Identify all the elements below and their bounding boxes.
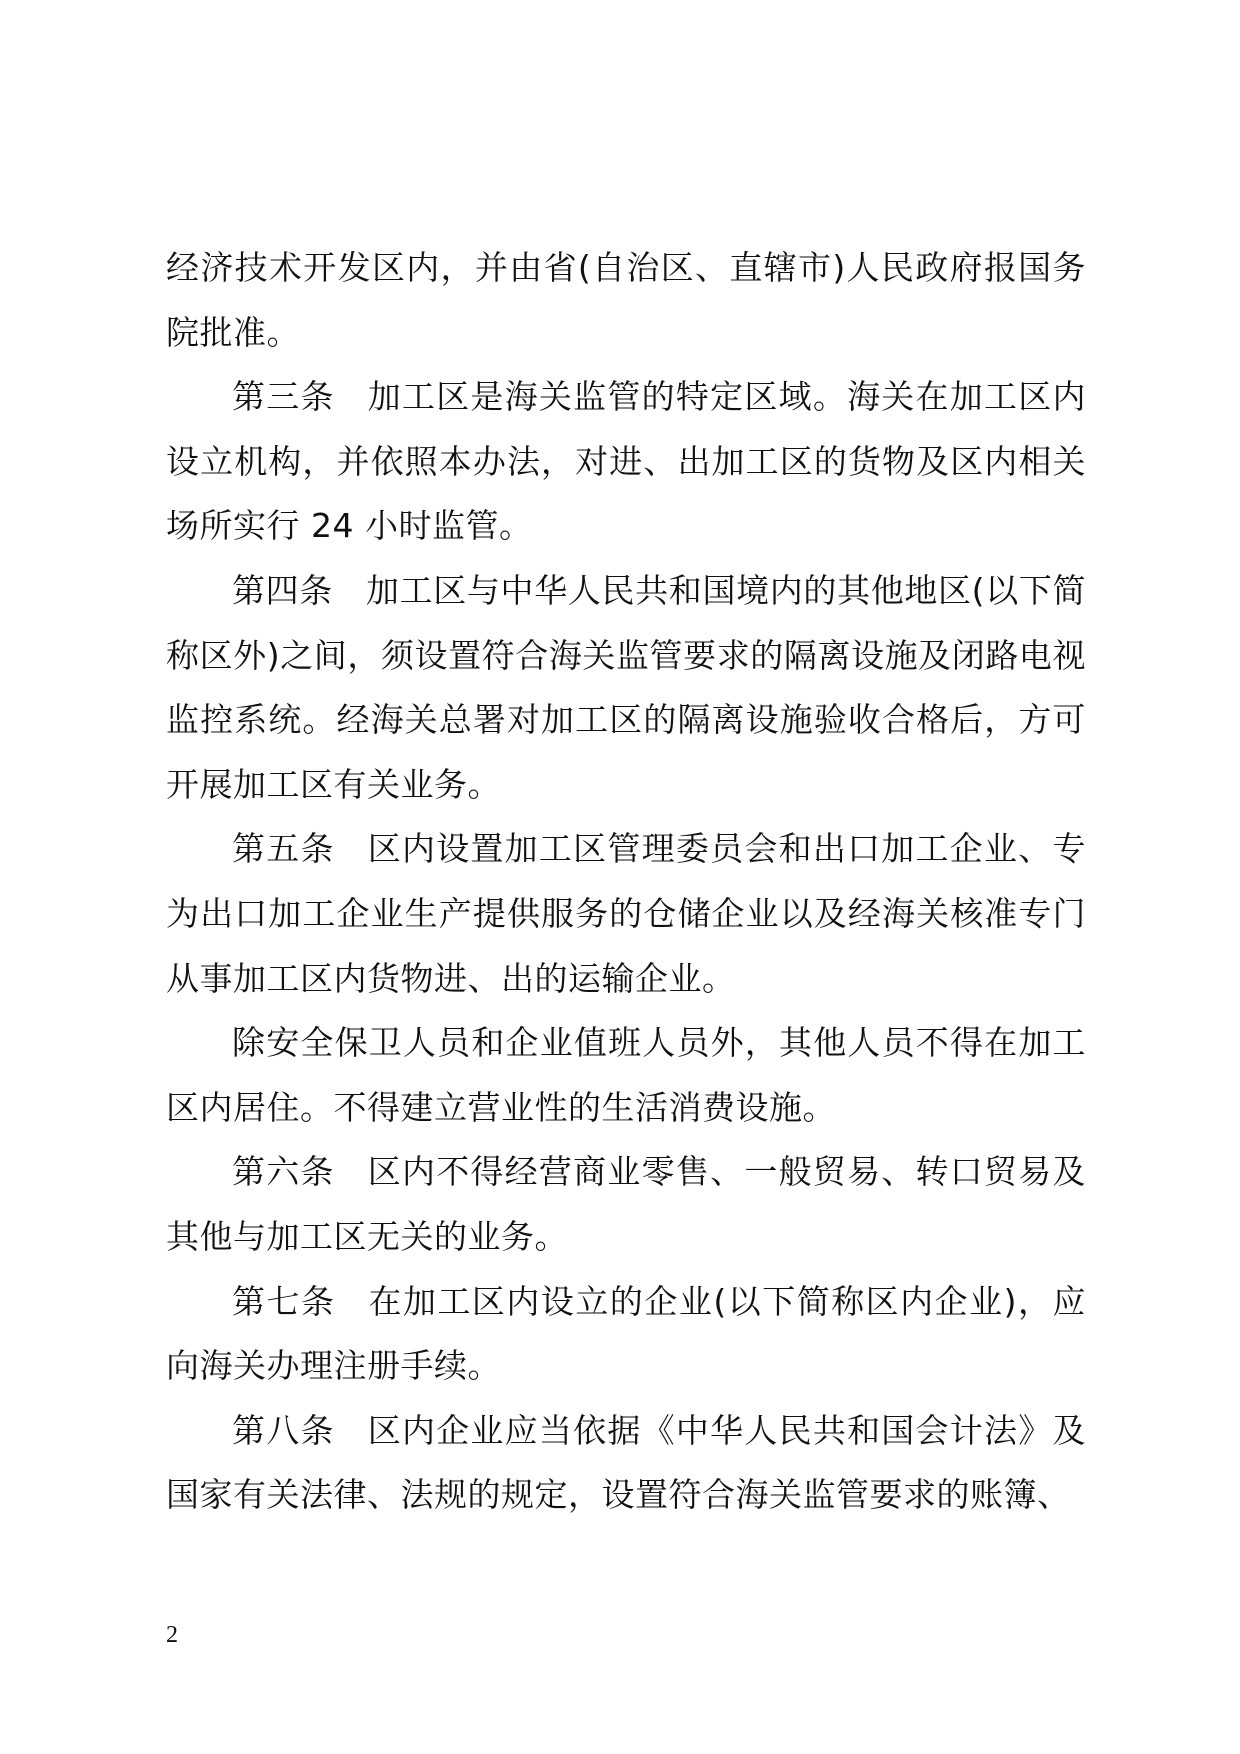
paragraph-article-6 xyxy=(166,1140,1086,1269)
paragraph-text: 加工区是海关监管的特定区域。海关在加工区内设立机构，并依照本办法，对进、出加工区的货物及区内相关场所实行 24 小时监管。 xyxy=(166,377,1087,546)
paragraph-article-5 xyxy=(166,817,1086,1011)
paragraph-article-8 xyxy=(166,1399,1086,1528)
paragraph-text: 在加工区内设立的企业(以下简称区内企业)，应向海关办理注册手续。 xyxy=(166,1281,1086,1386)
paragraph-text: 除安全保卫人员和企业值班人员外，其他人员不得在加工区内居住。不得建立营业性的生活消费设施。 xyxy=(166,1023,1086,1127)
paragraph-text: 区内设置加工区管理委员会和出口加工企业、专为出口加工企业生产提供服务的仓储企业以及经海关核准专门从事加工区内货物进、出的运输企业。 xyxy=(166,829,1087,998)
paragraph-article-4 xyxy=(166,559,1086,817)
paragraph-text: 加工区与中华人民共和国境内的其他地区(以下简称区外)之间，须设置符合海关监管要求的隔离设施及闭路电视监控系统。经海关总署对加工区的隔离设施验收合格后，方可开展加工区有关业务。 xyxy=(166,570,1086,804)
document-body xyxy=(166,236,1086,1528)
article-number: 第七条 xyxy=(232,1281,336,1321)
paragraph-text: 区内企业应当依据《中华人民共和国会计法》及国家有关法律、法规的规定，设置符合海关监管要求的账簿、 xyxy=(166,1410,1087,1515)
paragraph-article-7 xyxy=(166,1270,1086,1399)
article-number: 第五条 xyxy=(232,829,335,869)
page-number: 2 xyxy=(166,1622,178,1648)
paragraph-article-5-clause-2 xyxy=(166,1011,1086,1140)
paragraph-article-3 xyxy=(166,365,1086,559)
paragraph-continuation xyxy=(166,236,1086,365)
article-number: 第三条 xyxy=(232,377,335,417)
article-number: 第四条 xyxy=(232,570,333,610)
article-number: 第八条 xyxy=(232,1410,335,1450)
paragraph-text: 经济技术开发区内，并由省(自治区、直辖市)人民政府报国务院批准。 xyxy=(166,248,1086,352)
paragraph-text: 区内不得经营商业零售、一般贸易、转口贸易及其他与加工区无关的业务。 xyxy=(166,1152,1087,1256)
article-number: 第六条 xyxy=(232,1152,335,1192)
